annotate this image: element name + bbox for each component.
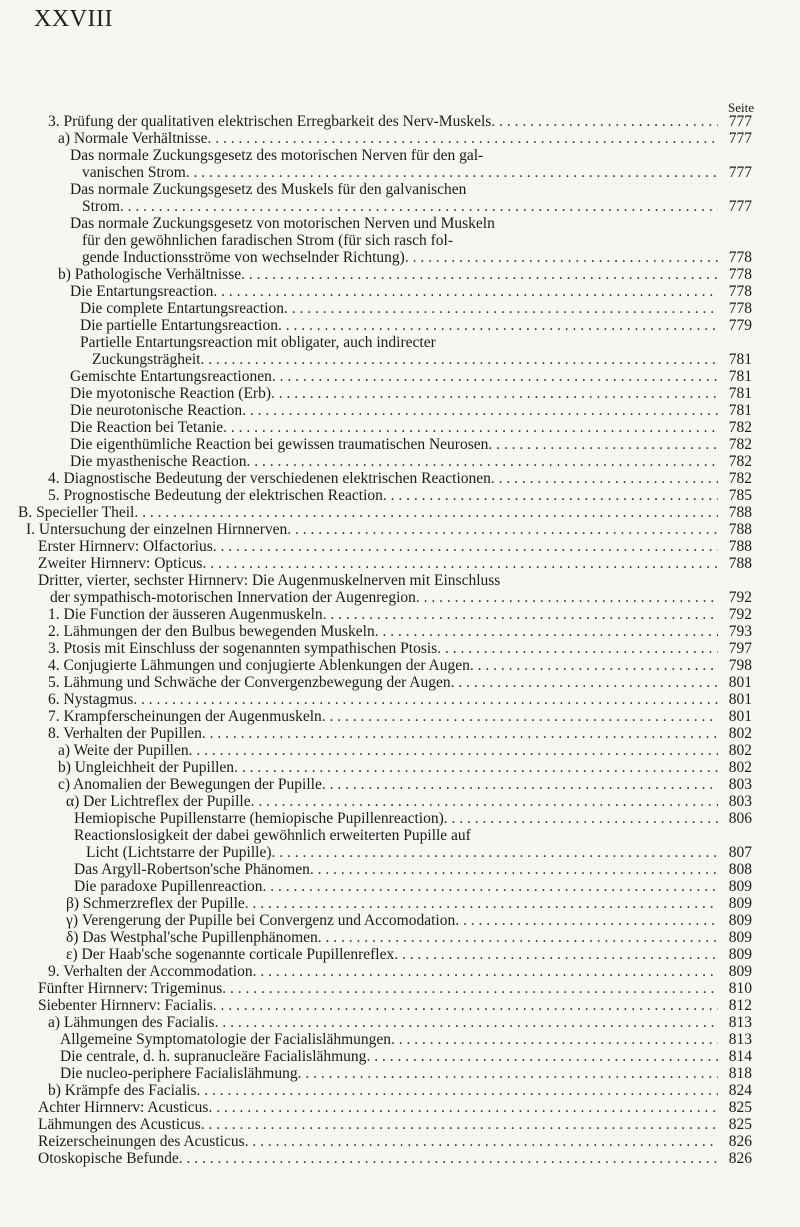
toc-entry	[38, 980, 752, 997]
toc-page-number: 781	[728, 402, 752, 419]
toc-entry-text: Partielle Entartungsreaction mit obligater, auch indirecter	[80, 334, 436, 351]
toc-entry-text: Achter Hirnnerv: Acusticus	[38, 1099, 209, 1116]
toc-page-number: 778	[728, 266, 752, 283]
toc-page-number: 782	[728, 419, 752, 436]
toc-entry	[38, 1099, 752, 1116]
dot-leader	[134, 504, 718, 521]
toc-entry-text: Lähmungen des Acusticus	[38, 1116, 201, 1133]
toc-page-number: 806	[728, 810, 752, 827]
page-header: XXVIII	[34, 6, 113, 32]
toc-entry-text: Licht (Lichtstarre der Pupille)	[86, 844, 272, 861]
toc-entry-text: Das normale Zuckungsgesetz des motorischen Nerven für den gal-	[70, 147, 484, 164]
toc-entry	[58, 742, 752, 759]
toc-page-number: 781	[728, 385, 752, 402]
toc-page-number: 801	[728, 691, 752, 708]
toc-entry	[80, 317, 752, 334]
toc-entry-text: 6. Nystagmus	[48, 691, 134, 708]
dot-leader	[391, 1031, 718, 1048]
toc-entry-text: Siebenter Hirnnerv: Facialis	[38, 997, 213, 1014]
toc-entry	[18, 504, 752, 521]
toc-entry-text: γ) Verengerung der Pupille bei Convergenz und Accomodation	[66, 912, 456, 929]
dot-leader	[383, 487, 718, 504]
toc-entry-text: Die paradoxe Pupillenreaction	[74, 878, 263, 895]
toc-entry-text: für den gewöhnlichen faradischen Strom (für sich rasch fol-	[82, 232, 454, 249]
dot-leader	[323, 606, 718, 623]
toc-entry	[58, 776, 752, 793]
dot-leader	[394, 946, 718, 963]
dot-leader	[263, 878, 718, 895]
toc-entry-text: I. Untersuchung der einzelnen Hirnnerven	[26, 521, 288, 538]
dot-leader	[242, 402, 718, 419]
dot-leader	[470, 657, 718, 674]
dot-leader	[201, 1116, 718, 1133]
dot-leader	[215, 1014, 718, 1031]
toc-entry-text: 2. Lähmungen der den Bulbus bewegenden Muskeln	[48, 623, 375, 640]
dot-leader	[444, 810, 718, 827]
toc-entry-text: Zuckungsträgheit	[92, 351, 201, 368]
toc-entry	[66, 946, 752, 963]
toc-page-number: 809	[728, 963, 752, 980]
toc-entry-text: δ) Das Westphal'sche Pupillenphänomen	[66, 929, 318, 946]
toc-entry	[48, 1082, 752, 1099]
toc-page-number: 798	[728, 657, 752, 674]
dot-leader	[272, 368, 718, 385]
toc-entry	[70, 283, 752, 300]
toc-entry-text: Die Entartungsreaction	[70, 283, 214, 300]
toc-entry	[48, 657, 752, 674]
toc-entry	[26, 521, 752, 538]
toc-entry-text: Die myotonische Reaction (Erb)	[70, 385, 272, 402]
dot-leader	[245, 1133, 718, 1150]
dot-leader	[202, 725, 718, 742]
toc-page-number: 782	[728, 470, 752, 487]
toc-page-number: 826	[728, 1150, 752, 1167]
dot-leader	[272, 844, 718, 861]
toc-entry-text: Die myasthenische Reaction	[70, 453, 247, 470]
toc-page-number: 802	[728, 725, 752, 742]
toc-page-number: 825	[728, 1099, 752, 1116]
dot-leader	[298, 1065, 718, 1082]
toc-entry	[74, 861, 752, 878]
dot-leader	[491, 470, 718, 487]
toc-entry	[66, 929, 752, 946]
dot-leader	[491, 113, 718, 130]
toc-entry	[60, 1048, 752, 1065]
toc-entry-text: 9. Verhalten der Accommodation	[48, 963, 253, 980]
dot-leader	[322, 708, 718, 725]
dot-leader	[200, 351, 718, 368]
toc-entry-text: 3. Ptosis mit Einschluss der sogenannten sympathischen Ptosis	[48, 640, 438, 657]
toc-entry-text: 1. Die Function der äusseren Augenmuskeln	[48, 606, 323, 623]
toc-entry	[48, 470, 752, 487]
toc-entry	[48, 691, 752, 708]
toc-entry-text: c) Anomalien der Bewegungen der Pupille	[58, 776, 322, 793]
toc-entry	[80, 300, 752, 317]
toc-page-number: 777	[728, 198, 752, 215]
dot-leader	[245, 895, 718, 912]
toc-entry-text: B. Specieller Theil	[18, 504, 135, 521]
toc-page-number: 788	[728, 521, 752, 538]
toc-entry-text: ε) Der Haab'sche sogenannte corticale Pupillenreflex	[66, 946, 395, 963]
dot-leader	[278, 317, 718, 334]
dot-leader	[284, 300, 718, 317]
toc-entry-text: b) Pathologische Verhältnisse	[58, 266, 242, 283]
toc-page-number: 802	[728, 759, 752, 776]
toc-page-number: 792	[728, 606, 752, 623]
toc-entry-text: Das Argyll-Robertson'sche Phänomen	[74, 861, 310, 878]
dot-leader	[488, 436, 718, 453]
toc-entry	[48, 113, 752, 130]
dot-leader	[223, 419, 718, 436]
toc-page-number: 793	[728, 623, 752, 640]
toc-entry	[70, 181, 752, 215]
toc-entry	[38, 1133, 752, 1150]
toc-entry	[74, 810, 752, 827]
toc-entry-text: 4. Conjugierte Lähmungen und conjugierte Ablenkungen der Augen	[48, 657, 470, 674]
toc-entry-text: Reizerscheinungen des Acusticus	[38, 1133, 245, 1150]
toc-entry-text: α) Der Lichtreflex der Pupille	[66, 793, 251, 810]
toc-page-number: 802	[728, 742, 752, 759]
toc-entry-text: a) Normale Verhältnisse	[58, 130, 208, 147]
toc-page-number: 818	[728, 1065, 752, 1082]
dot-leader	[202, 555, 718, 572]
toc-entry	[48, 487, 752, 504]
toc-entry-text: Gemischte Entartungsreactionen	[70, 368, 272, 385]
toc-page-number: 809	[728, 878, 752, 895]
toc-page-number: 788	[728, 538, 752, 555]
toc-page-number: 809	[728, 895, 752, 912]
toc-entry-text: a) Lähmungen des Facialis	[48, 1014, 215, 1031]
toc-page-number: 782	[728, 453, 752, 470]
toc-entry-text: Hemiopische Pupillenstarre (hemiopische Pupillenreaction)	[74, 810, 444, 827]
toc-page-number: 803	[728, 776, 752, 793]
toc-entry-text: der sympathisch-motorischen Innervation der Augenregion	[50, 589, 416, 606]
toc-page-number: 782	[728, 436, 752, 453]
dot-leader	[451, 674, 718, 691]
toc-entry-text: Zweiter Hirnnerv: Opticus	[38, 555, 203, 572]
toc-entry-text: β) Schmerzreflex der Pupille	[66, 895, 245, 912]
toc-entry	[74, 878, 752, 895]
dot-leader	[186, 164, 718, 181]
toc-entry	[70, 215, 752, 266]
dot-leader	[241, 266, 718, 283]
toc-page-number: 781	[728, 351, 752, 368]
toc-page-number: 803	[728, 793, 752, 810]
toc-entry-text: Die neurotonische Reaction	[70, 402, 243, 419]
dot-leader	[208, 130, 719, 147]
dot-leader	[405, 249, 718, 266]
toc-entry-text: 5. Prognostische Bedeutung der elektrischen Reaction	[48, 487, 383, 504]
toc-entry	[70, 385, 752, 402]
dot-leader	[120, 198, 718, 215]
dot-leader	[310, 861, 718, 878]
dot-leader	[197, 1082, 719, 1099]
toc-page-number: 801	[728, 674, 752, 691]
toc-entry	[58, 759, 752, 776]
dot-leader	[133, 691, 718, 708]
toc-page-number: 785	[728, 487, 752, 504]
toc-entry	[70, 419, 752, 436]
toc-page-number: 825	[728, 1116, 752, 1133]
toc-page-number: 778	[728, 249, 752, 266]
toc-page-number: 801	[728, 708, 752, 725]
toc-entry-text: Das normale Zuckungsgesetz von motorischen Nerven und Muskeln	[70, 215, 495, 232]
dot-leader	[189, 742, 718, 759]
toc-page-number: 808	[728, 861, 752, 878]
toc-page-number: 788	[728, 555, 752, 572]
dot-leader	[437, 640, 718, 657]
dot-leader	[322, 776, 718, 793]
toc-entry	[48, 963, 752, 980]
toc-page-number: 813	[728, 1031, 752, 1048]
toc-page-number: 792	[728, 589, 752, 606]
toc-entry	[70, 147, 752, 181]
toc-page-number: 779	[728, 317, 752, 334]
toc-entry-text: Das normale Zuckungsgesetz des Muskels für den galvanischen	[70, 181, 467, 198]
toc-entry	[38, 572, 752, 606]
toc-entry-text: Die partielle Entartungsreaction	[80, 317, 278, 334]
toc-entry-text: Allgemeine Symptomatologie der Facialislähmungen	[60, 1031, 392, 1048]
toc-page-number: 809	[728, 929, 752, 946]
toc-entry	[66, 912, 752, 929]
toc-entry-text: 8. Verhalten der Pupillen	[48, 725, 202, 742]
dot-leader	[222, 980, 718, 997]
toc-page-number: 797	[728, 640, 752, 657]
toc-page-number: 781	[728, 368, 752, 385]
dot-leader	[455, 912, 718, 929]
toc-entry	[48, 1014, 752, 1031]
toc-page-number: 777	[728, 113, 752, 130]
toc-entry-text: Strom	[82, 198, 120, 215]
dot-leader	[251, 793, 718, 810]
toc-entry	[38, 555, 752, 572]
toc-page-number: 777	[728, 130, 752, 147]
toc-page-number: 777	[728, 164, 752, 181]
toc-entry	[38, 1116, 752, 1133]
toc-entry-text: b) Ungleichheit der Pupillen	[58, 759, 235, 776]
toc-entry-text: 3. Prüfung der qualitativen elektrischen Erregbarkeit des Nerv-Muskels	[48, 113, 492, 130]
toc-entry	[70, 368, 752, 385]
toc-page-number: 778	[728, 283, 752, 300]
toc-entry-text: 5. Lähmung und Schwäche der Convergenzbewegung der Augen	[48, 674, 451, 691]
toc-entry	[38, 1150, 752, 1167]
toc-entry	[38, 538, 752, 555]
toc-entry	[48, 640, 752, 657]
dot-leader	[318, 929, 718, 946]
dot-leader	[366, 1048, 718, 1065]
toc-page-number: 778	[728, 300, 752, 317]
toc-entry	[60, 1031, 752, 1048]
toc-entry-text: vanischen Strom	[82, 164, 186, 181]
toc-entry-text: 7. Krampferscheinungen der Augenmuskeln	[48, 708, 322, 725]
toc-entry-text: Dritter, vierter, sechster Hirnnerv: Die Augenmuskelnerven mit Einschluss	[38, 572, 501, 589]
toc-entry-text: Die nucleo-periphere Facialislähmung	[60, 1065, 298, 1082]
toc-page-number: 814	[728, 1048, 752, 1065]
toc-entry	[48, 606, 752, 623]
toc-entry-text: b) Krämpfe des Facialis	[48, 1082, 197, 1099]
dot-leader	[208, 1099, 718, 1116]
column-header-seite: Seite	[728, 100, 754, 115]
toc-page-number: 807	[728, 844, 752, 861]
toc-entry	[38, 997, 752, 1014]
dot-leader	[179, 1150, 718, 1167]
toc-entry-text: 4. Diagnostische Bedeutung der verschiedenen elektrischen Reactionen	[48, 470, 491, 487]
toc-entry-text: Die centrale, d. h. supranucleäre Facialislähmung	[60, 1048, 367, 1065]
toc-page-number: 826	[728, 1133, 752, 1150]
toc-page-number: 812	[728, 997, 752, 1014]
dot-leader	[246, 453, 718, 470]
toc-page-number: 810	[728, 980, 752, 997]
dot-leader	[287, 521, 718, 538]
toc-entry-text: Reactionslosigkeit der dabei gewöhnlich erweiterten Pupille auf	[74, 827, 471, 844]
toc-page-number: 824	[728, 1082, 752, 1099]
toc-entry-text: a) Weite der Pupillen	[58, 742, 189, 759]
toc-entry	[58, 130, 752, 147]
toc-entry-text: Otoskopische Befunde	[38, 1150, 179, 1167]
toc-entry	[70, 436, 752, 453]
dot-leader	[213, 538, 718, 555]
toc-entry-text: gende Inductionsströme von wechselnder Richtung)	[82, 249, 405, 266]
toc-page-number: 813	[728, 1014, 752, 1031]
toc-page-number: 788	[728, 504, 752, 521]
toc-entry	[66, 895, 752, 912]
toc-entry	[70, 402, 752, 419]
dot-leader	[416, 589, 718, 606]
dot-leader	[234, 759, 718, 776]
dot-leader	[271, 385, 718, 402]
toc-entry	[48, 708, 752, 725]
toc-entry-text: Die Reaction bei Tetanie	[70, 419, 224, 436]
toc-entry	[58, 266, 752, 283]
toc-page-number: 809	[728, 912, 752, 929]
toc-entry	[60, 1065, 752, 1082]
toc-entry	[74, 827, 752, 861]
dot-leader	[375, 623, 718, 640]
toc-entry-text: Erster Hirnnerv: Olfactorius	[38, 538, 213, 555]
dot-leader	[213, 283, 718, 300]
toc-page-number: 809	[728, 946, 752, 963]
dot-leader	[213, 997, 718, 1014]
toc-entry	[80, 334, 752, 368]
toc-entry-text: Fünfter Hirnnerv: Trigeminus	[38, 980, 223, 997]
toc-entry	[48, 674, 752, 691]
toc-entry	[66, 793, 752, 810]
dot-leader	[253, 963, 718, 980]
toc-entry-text: Die complete Entartungsreaction	[80, 300, 285, 317]
toc-entry	[48, 623, 752, 640]
toc-entry	[48, 725, 752, 742]
toc-entry-text: Die eigenthümliche Reaction bei gewissen traumatischen Neurosen	[70, 436, 489, 453]
toc-entry	[70, 453, 752, 470]
